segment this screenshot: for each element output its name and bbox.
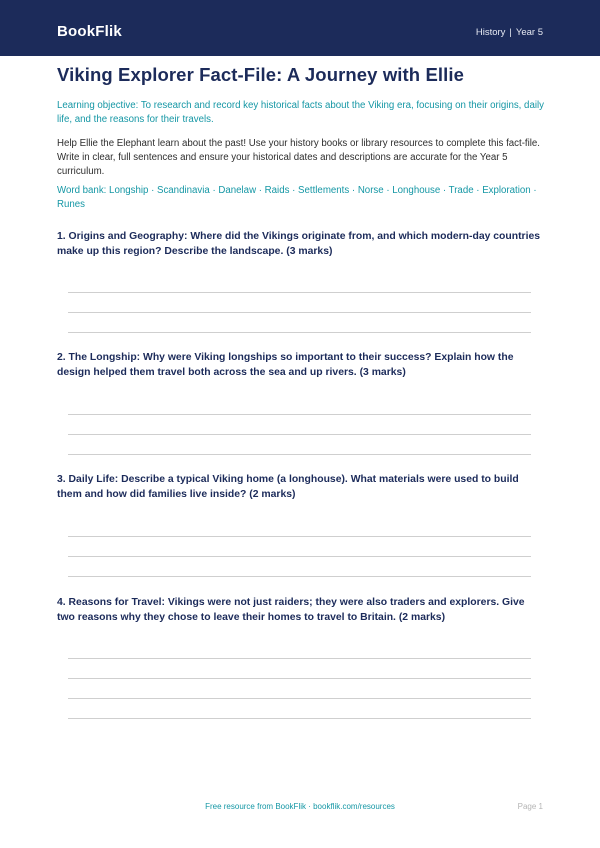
question-3: 3. Daily Life: Describe a typical Viking home (a longhouse). What materials were used to build them and how did families live inside? (2 marks) <box>57 474 519 500</box>
meta-separator: | <box>509 27 512 38</box>
page-number: Page 1 <box>517 802 543 811</box>
footer-resource-link[interactable]: Free resource from BookFlik · bookflik.com/resources <box>205 802 395 811</box>
worksheet-title: Viking Explorer Fact-File: A Journey with Ellie <box>57 64 464 85</box>
year-label: Year 5 <box>515 27 543 38</box>
instructions-text: Help Ellie the Elephant learn about the past! Use your history books or library resources to complete this fact-file. Write in clear, full sentences and ensure your historical dates and descriptions are accurate for the Year 5 curriculum. <box>57 138 540 177</box>
answer-line[interactable] <box>68 678 531 679</box>
answer-line[interactable] <box>68 414 531 415</box>
header-bar <box>0 0 600 56</box>
question-2: 2. The Longship: Why were Viking longships so important to their success? Explain how the design helped them travel both across the sea and up rivers. (3 marks) <box>57 352 514 378</box>
answer-line[interactable] <box>68 576 531 577</box>
brand-logo[interactable]: BookFlik <box>57 23 122 40</box>
answer-line[interactable] <box>68 454 531 455</box>
answer-line[interactable] <box>68 718 531 719</box>
answer-line[interactable] <box>68 556 531 557</box>
answer-line[interactable] <box>68 698 531 699</box>
subject-label: History <box>475 27 506 38</box>
answer-line[interactable] <box>68 292 531 293</box>
answer-line[interactable] <box>68 536 531 537</box>
answer-line[interactable] <box>68 434 531 435</box>
subject-year-label <box>476 27 543 39</box>
answer-line[interactable] <box>68 312 531 313</box>
question-1: 1. Origins and Geography: Where did the Vikings originate from, and which modern-day countries make up this region? Describe the landscape. (3 marks) <box>57 231 541 257</box>
answer-line[interactable] <box>68 332 531 333</box>
word-bank: Word bank: Longship · Scandinavia · Danelaw · Raids · Settlements · Norse · Longhouse · Trade · Exploration · Runes <box>57 185 537 210</box>
learning-objective: Learning objective: To research and record key historical facts about the Viking era, focusing on their origins, daily life, and the reasons for their travels. <box>57 100 544 125</box>
answer-line[interactable] <box>68 658 531 659</box>
question-4: 4. Reasons for Travel: Vikings were not just raiders; they were also traders and explorers. Give two reasons why they chose to leave their homes to travel to Britain. (2 marks) <box>57 597 525 623</box>
